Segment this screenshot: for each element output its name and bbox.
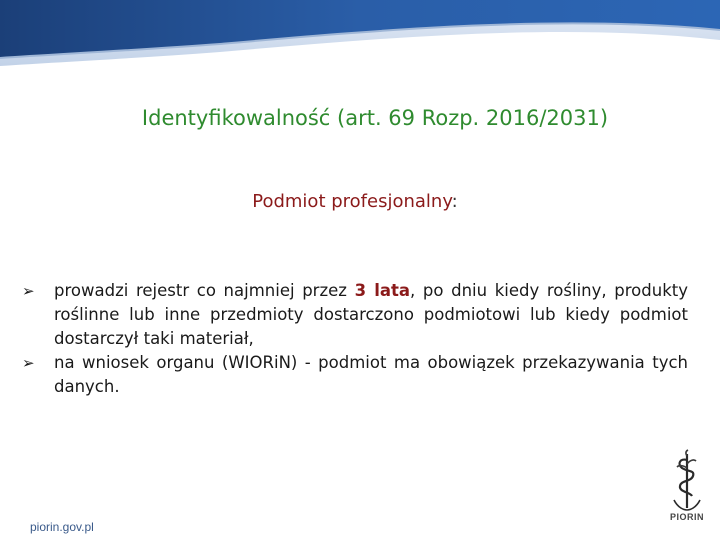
bullet-1-highlight: 3 lata — [354, 281, 411, 300]
arrow-bullet-icon: ➢ — [22, 354, 35, 372]
subtitle-colon: : — [451, 191, 458, 212]
slide-subtitle — [0, 191, 710, 212]
arrow-bullet-icon: ➢ — [22, 282, 35, 300]
bullet-1-post: , po dniu kiedy rośliny, produkty roślinne lub inne przedmioty dostarczono podmiotowi lub kiedy podmiot dostarczył taki materiał, — [54, 281, 688, 348]
bullet-1-pre: prowadzi rejestr co najmniej przez — [54, 281, 355, 300]
subtitle-text: Podmiot profesjonalny — [252, 191, 452, 212]
logo-text: PIORIN — [669, 512, 704, 522]
bullet-2-text: na wniosek organu (WIORiN) - podmiot ma obowiązek przekazywania tych danych. — [54, 353, 688, 396]
bullet-item-2 — [22, 351, 688, 399]
header-band — [0, 0, 720, 82]
footer-url-link[interactable]: piorin.gov.pl — [30, 520, 94, 534]
bullet-list — [22, 279, 688, 399]
header-wave-graphic — [0, 0, 720, 82]
bullet-item-1 — [22, 279, 688, 351]
slide-title: Identyfikowalność (art. 69 Rozp. 2016/2031) — [141, 106, 609, 130]
